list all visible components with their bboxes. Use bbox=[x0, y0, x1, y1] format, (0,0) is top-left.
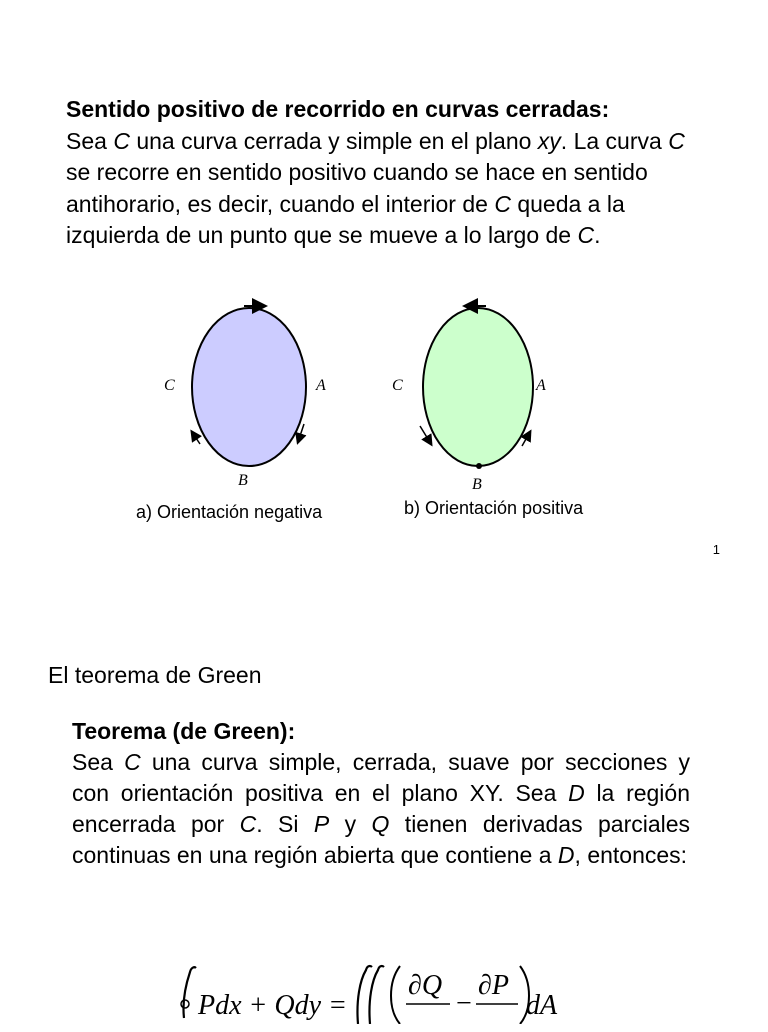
label-b: B bbox=[472, 476, 482, 493]
double-integral-icon bbox=[369, 966, 384, 1024]
var-c: C bbox=[113, 127, 130, 154]
theorem-paragraph bbox=[72, 716, 690, 871]
point-b bbox=[476, 463, 482, 469]
minus-sign: − bbox=[456, 988, 472, 1019]
text-fragment: , entonces: bbox=[574, 842, 688, 868]
greens-formula bbox=[168, 960, 628, 1024]
theorem-heading: Teorema (de Green): bbox=[72, 718, 296, 744]
orientation-heading: Sentido positivo de recorrido en curvas cerradas: bbox=[66, 96, 610, 122]
var-q: Q bbox=[371, 811, 390, 837]
formula-lhs: Pdx + Qdy = bbox=[198, 990, 347, 1021]
orientation-diagram bbox=[150, 290, 630, 530]
text-fragment: una curva simple, cerrada, suave por secciones y con orientación positiva en el plano XY. Sea bbox=[72, 749, 690, 806]
text-fragment: . Si bbox=[256, 811, 314, 837]
caption-negative: a) Orientación negativa bbox=[136, 502, 323, 522]
caption-positive: b) Orientación positiva bbox=[404, 498, 584, 518]
left-arrow bbox=[420, 426, 431, 444]
var-c: C bbox=[124, 749, 141, 775]
orientation-figure bbox=[136, 290, 630, 530]
var-c: C bbox=[668, 127, 685, 154]
text-fragment: la región encerrada por bbox=[72, 780, 691, 837]
formula-graphic bbox=[168, 960, 628, 1024]
label-a: A bbox=[536, 377, 546, 394]
text-fragment: y bbox=[329, 811, 372, 837]
orientation-paragraph bbox=[66, 94, 706, 252]
label-a: A bbox=[316, 377, 326, 394]
var-c: C bbox=[494, 190, 511, 217]
numerator-q: ∂Q bbox=[408, 970, 443, 1001]
text-fragment: . La curva bbox=[560, 127, 669, 154]
text-fragment: Sea bbox=[72, 749, 125, 775]
text-fragment: una curva cerrada y simple en el plano bbox=[129, 127, 538, 154]
text-fragment: queda a la izquierda de un punto que se mueve a lo largo de bbox=[66, 190, 625, 248]
text-fragment: tienen derivadas parciales continuas en una región abierta que contiene a bbox=[72, 811, 691, 868]
text-fragment: . bbox=[594, 222, 601, 248]
text-fragment: se recorre en sentido positivo cuando se hace en sentido antihorario, es decir, cuando el interior de bbox=[66, 159, 648, 217]
label-c: C bbox=[164, 377, 175, 394]
page-number: 1 bbox=[712, 542, 720, 557]
positive-curve bbox=[423, 308, 533, 466]
negative-curve bbox=[192, 308, 306, 466]
left-arrow bbox=[192, 432, 200, 444]
var-d: D bbox=[568, 780, 585, 806]
var-c: C bbox=[577, 222, 595, 248]
formula-tail: dA bbox=[526, 990, 558, 1021]
var-c: C bbox=[239, 811, 257, 837]
label-b: B bbox=[238, 472, 248, 489]
numerator-p: ∂P bbox=[478, 970, 509, 1001]
section-title: El teorema de Green bbox=[48, 662, 262, 688]
var-p: P bbox=[313, 811, 330, 837]
left-paren-icon bbox=[391, 966, 400, 1024]
contour-integral-icon bbox=[183, 967, 196, 1018]
text-fragment: Sea bbox=[66, 127, 114, 154]
var-xy: xy bbox=[537, 127, 561, 154]
contour-circle-icon bbox=[181, 1000, 189, 1008]
label-c: C bbox=[392, 377, 403, 394]
var-d: D bbox=[557, 842, 575, 868]
